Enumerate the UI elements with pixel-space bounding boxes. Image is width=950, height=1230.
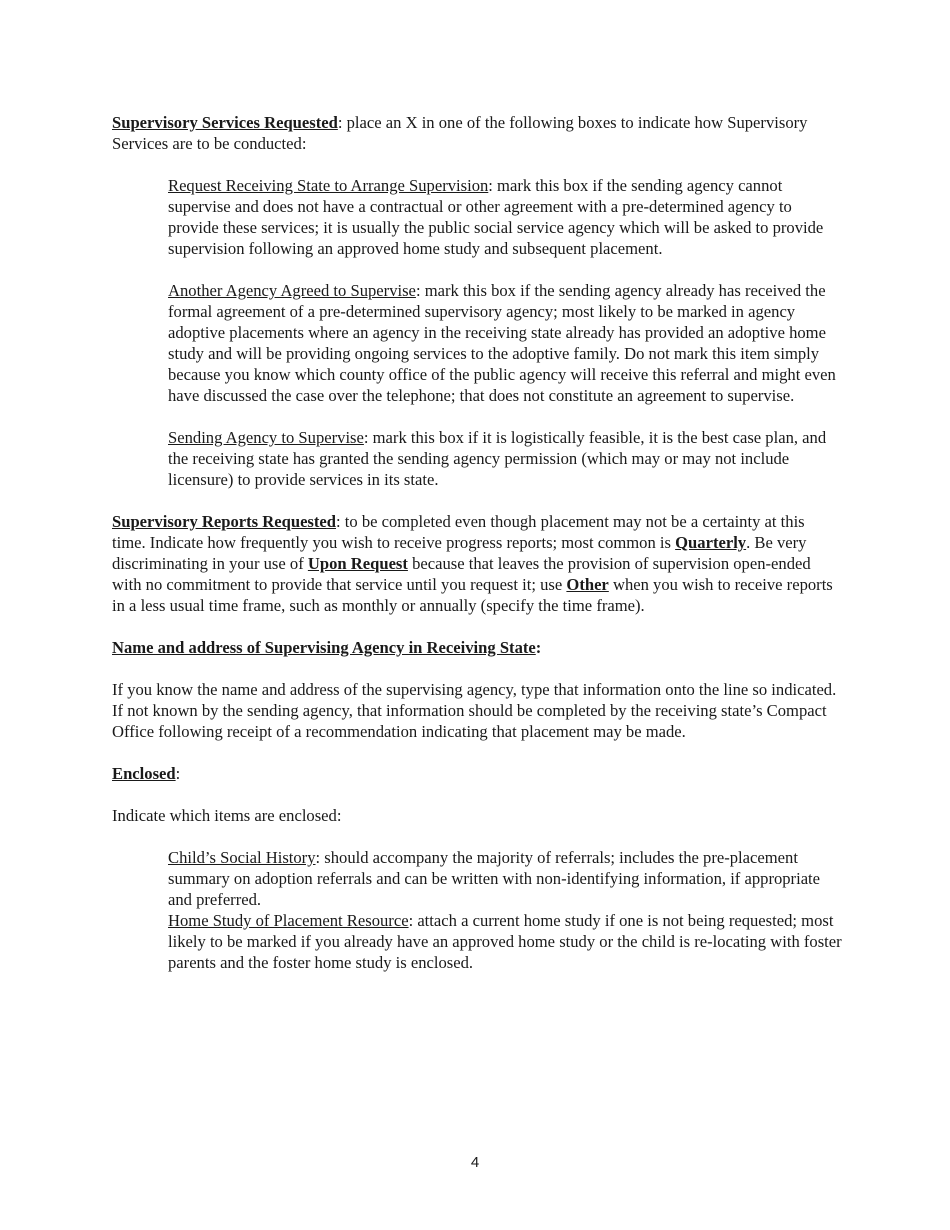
enclosed-item-label: Child’s Social History: [168, 848, 316, 867]
supervising-agency-heading: Name and address of Supervising Agency in Receiving State: [112, 638, 536, 657]
option-text: : mark this box if the sending agency already has received the formal agreement of a pre-determined supervisory agency; most likely to be marked in agency adoptive placements where an agency in the receiving state already has provided an adoptive home study and will be providing ongoing services to the adoptive family. Do not mark this item simply because you know which county office of the public agency will receive this referral and might even have discussed the case over the telephone; that does not constitute an agreement to supervise.: [168, 281, 836, 405]
supervisory-services-intro: : place an X in one of the following boxes to indicate how Supervisory Services are to be conducted:: [112, 113, 808, 153]
reports-text-3: because that leaves the provision of supervision open-ended with no commitment to provide that service until you request it; use: [112, 554, 811, 594]
upon-request-term: Upon Request: [307, 554, 408, 573]
option-label: Sending Agency to Supervise: [168, 428, 364, 447]
other-term: Other: [566, 575, 609, 594]
supervisory-reports-heading: Supervisory Reports Requested: [112, 512, 337, 531]
option-text: : mark this box if it is logistically feasible, it is the best case plan, and the receiving state has granted the sending agency permission (which may or may not include licensure) to provide services in its state.: [168, 428, 827, 489]
page-number: 4: [470, 1154, 480, 1171]
enclosed-item-label: Home Study of Placement Resource: [168, 911, 409, 930]
enclosed-items: [168, 847, 842, 973]
option-label: Another Agency Agreed to Supervise: [168, 281, 416, 300]
enclosed-intro: Indicate which items are enclosed:: [112, 806, 342, 825]
supervising-agency-heading-line: [112, 637, 842, 658]
enclosed-item-text: : attach a current home study if one is not being requested; most likely to be marked if you already have an approved home study or the child is re-locating with foster parents and the foster home study is enclosed.: [168, 911, 842, 972]
supervisory-services-heading: Supervisory Services Requested: [112, 113, 338, 132]
supervisory-options: [168, 175, 842, 490]
enclosed-heading-line: [112, 763, 842, 784]
supervising-agency-paragraph: If you know the name and address of the supervising agency, type that information onto the line so indicated. If not known by the sending agency, that information should be completed by the receiving state’s Compact Office following receipt of a recommendation indicating that placement may be made.: [112, 680, 837, 741]
option-receiving-state: [168, 175, 842, 259]
enclosed-item-text: : should accompany the majority of referrals; includes the pre-placement summary on adoption referrals and can be written with non-identifying information, if appropriate and preferred.: [168, 848, 821, 909]
option-sending-agency: [168, 427, 842, 490]
option-text: : mark this box if the sending agency cannot supervise and does not have a contractual or other agreement with a pre-determined agency to provide these services; it is usually the public social service agency which will be asked to provide supervision following an approved home study and subsequent placement.: [168, 176, 824, 258]
supervisory-services-paragraph: [112, 112, 842, 154]
reports-text-4: when you wish to receive reports in a less usual time frame, such as monthly or annually (specify the time frame).: [112, 575, 833, 615]
quarterly-term: Quarterly: [675, 533, 747, 552]
reports-text-1: : to be completed even though placement may not be a certainty at this time. Indicate how frequently you wish to receive progress reports; most common is: [112, 512, 805, 552]
supervisory-reports-paragraph: [112, 511, 842, 616]
enclosed-heading: Enclosed: [112, 764, 176, 783]
enclosed-item-social-history: [168, 847, 842, 910]
option-label: Request Receiving State to Arrange Supervision: [168, 176, 489, 195]
heading-colon: :: [535, 638, 542, 657]
enclosed-item-home-study: [168, 910, 842, 973]
option-another-agency: [168, 280, 842, 406]
document-page: [112, 112, 842, 973]
heading-colon: :: [175, 764, 181, 783]
reports-text-2: . Be very discriminating in your use of: [112, 533, 807, 573]
